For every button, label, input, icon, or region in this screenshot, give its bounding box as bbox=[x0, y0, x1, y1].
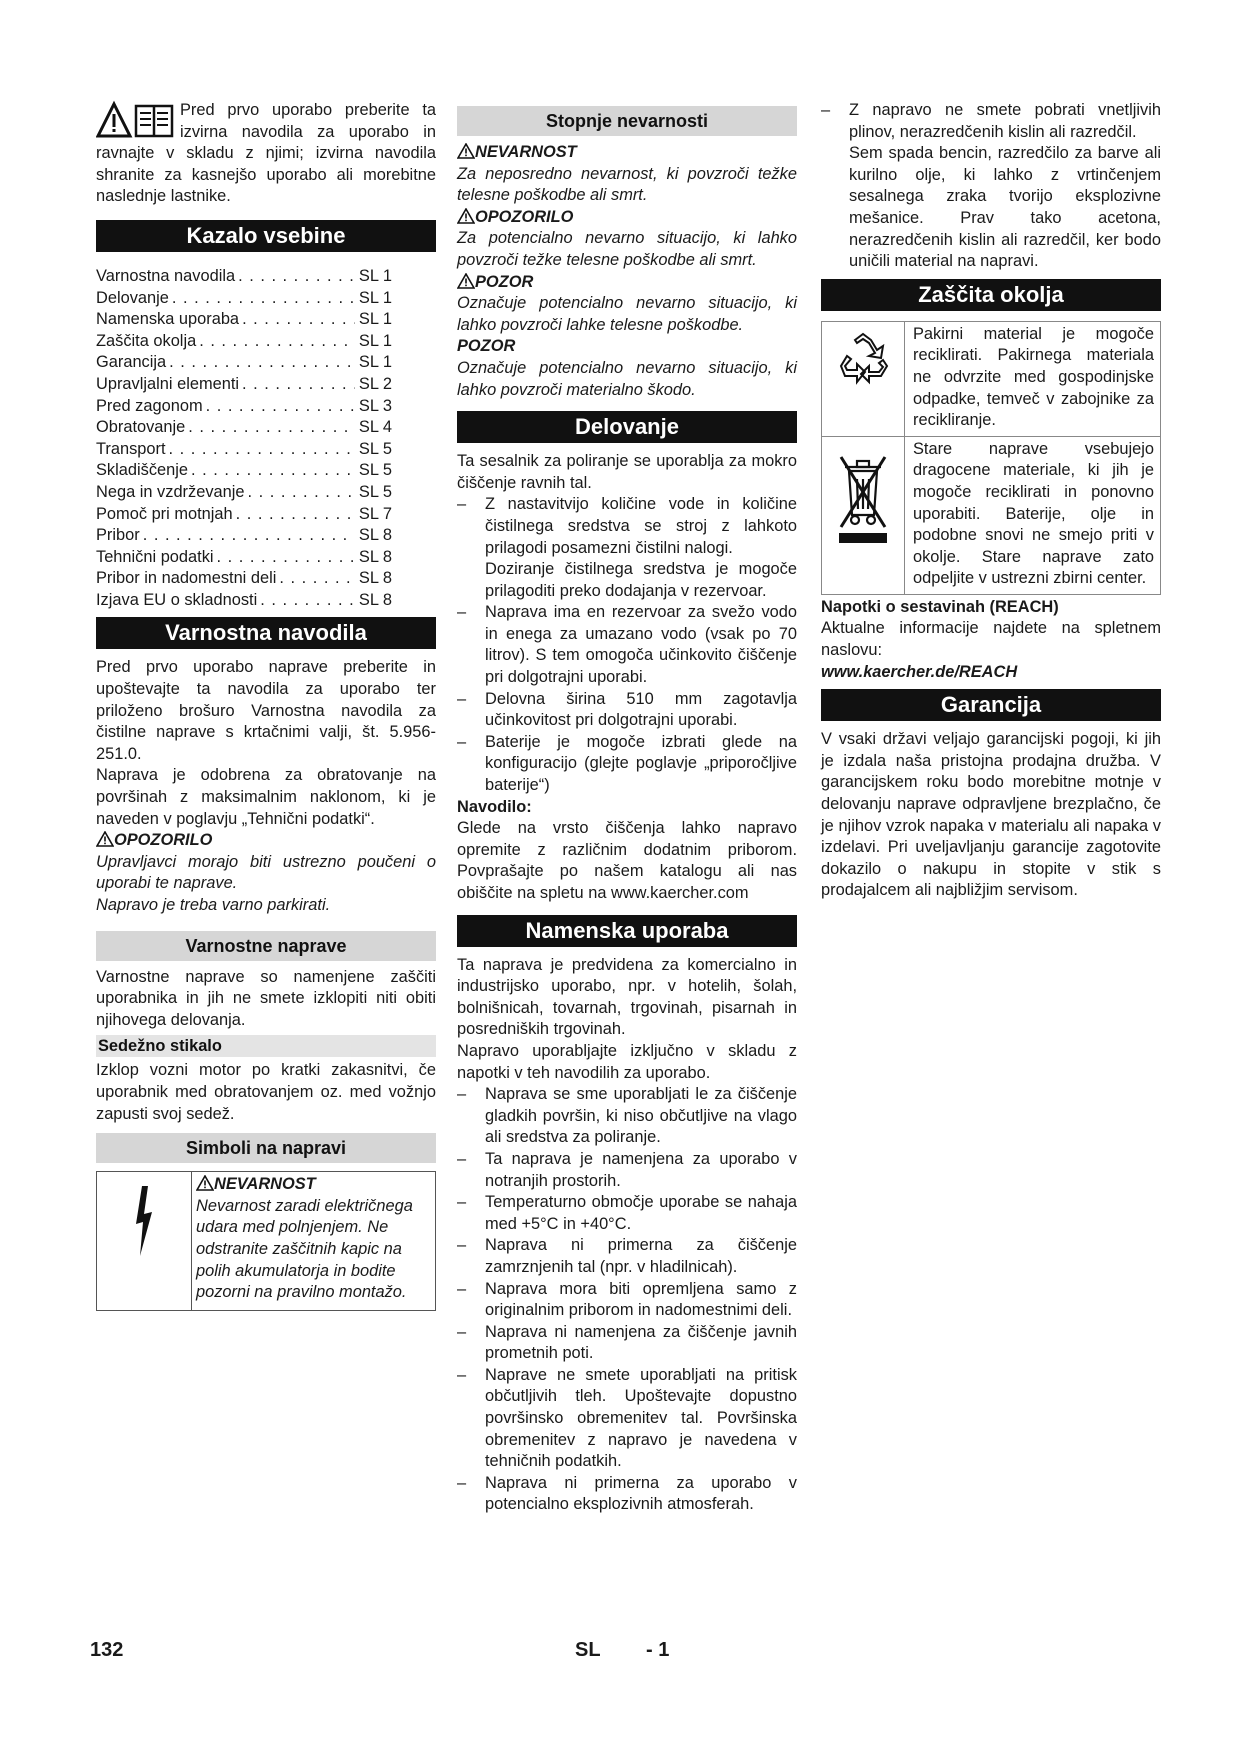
recycle-icon bbox=[835, 332, 891, 392]
crossed-bin-icon bbox=[835, 447, 891, 547]
toc-item-dots bbox=[188, 460, 355, 482]
toc-item[interactable] bbox=[96, 525, 436, 547]
toc-item-dots bbox=[245, 482, 355, 504]
seat-switch-heading: Sedežno stikalo bbox=[96, 1035, 436, 1057]
danger-level-label: OPOZORILO bbox=[475, 207, 574, 226]
safety-devices-heading: Varnostne naprave bbox=[96, 931, 436, 961]
intended-use-paragraph-1: Ta naprava je predvidena za komercialno in industrijsko uporabo, npr. v hotelih, šolah, bolnišnicah, tovarnah, trgovinah, pisarnah in posredniških trgovinah. bbox=[457, 955, 797, 1039]
operation-item-2: – Naprava ima en rezervoar za svežo vodo in enega za umazano vodo (vsak po 70 litrov). S tem omogoča učinkovito čiščenje pri dolgotrajni uporabi. bbox=[457, 603, 797, 687]
safety-paragraph-1: Pred prvo uporabo naprave preberite in upoštevajte ta navodila za uporabo ter priloženo brošuro Varnostna navodila za čistilne naprave s krtačnimi valji, št. 5.956-251.0. bbox=[96, 658, 436, 763]
intended-use-item-continued: – Z napravo ne smete pobrati vnetljivih plinov, nerazredčenih kislin ali razredčil. bbox=[821, 101, 1161, 141]
toc-item[interactable] bbox=[96, 396, 436, 418]
toc-item-dots bbox=[214, 547, 355, 569]
toc-item-label: Pribor bbox=[96, 526, 140, 545]
toc-item-page: SL 4 bbox=[358, 418, 392, 437]
toc-item-page: SL 2 bbox=[358, 374, 392, 393]
intended-use-item: – Naprava ni namenjena za čiščenje javnih prometnih poti. bbox=[457, 1322, 797, 1363]
intended-use-heading: Namenska uporaba bbox=[457, 915, 797, 947]
danger-level-label: NEVARNOST bbox=[475, 143, 577, 161]
symbols-table bbox=[96, 1171, 436, 1311]
toc-item[interactable] bbox=[96, 331, 436, 353]
warning-triangle-icon bbox=[457, 273, 475, 289]
environment-weee-icon-cell bbox=[822, 437, 905, 594]
toc-item[interactable] bbox=[96, 439, 436, 461]
toc-item-dots bbox=[235, 266, 355, 288]
toc-item-page: SL 5 bbox=[358, 482, 392, 501]
toc-item-label: Zaščita okolja bbox=[96, 331, 197, 350]
safety-devices-text: Varnostne naprave so namenjene zaščiti uporabnika in jih ne smete izklopiti niti obiti njihovega delovanja. bbox=[96, 967, 436, 1029]
danger-levels-heading: Stopnje nevarnosti bbox=[457, 106, 797, 136]
danger-level-label: POZOR bbox=[457, 337, 516, 356]
safety-warning-heading bbox=[96, 830, 436, 852]
reach-url[interactable]: www.kaercher.de/REACH bbox=[821, 662, 1018, 681]
intended-use-item: – Ta naprava je namenjena za uporabo v notranjih prostorih. bbox=[457, 1149, 797, 1190]
toc-item-label: Transport bbox=[96, 439, 166, 458]
operation-item-3: – Delovna širina 510 mm zagotavlja učinkovitost pri dolgotrajni uporabi. bbox=[457, 689, 797, 730]
warning-triangle-icon bbox=[96, 831, 114, 847]
toc-item-label: Pred zagonom bbox=[96, 396, 203, 415]
safety-warning-line-2: Napravo je treba varno parkirati. bbox=[96, 896, 331, 914]
safety-heading: Varnostna navodila bbox=[96, 617, 436, 649]
symbols-icon-cell bbox=[97, 1172, 192, 1310]
toc-item-page: SL 8 bbox=[358, 526, 392, 545]
toc-item-label: Varnostna navodila bbox=[96, 266, 236, 285]
reach-text: Aktualne informacije najdete na spletnem naslovu: bbox=[821, 619, 1161, 660]
reach-heading: Napotki o sestavinah (REACH) bbox=[821, 597, 1059, 616]
toc-heading: Kazalo vsebine bbox=[96, 220, 436, 252]
column-middle bbox=[457, 100, 797, 1516]
toc-item-page: SL 1 bbox=[358, 310, 392, 329]
toc-item[interactable] bbox=[96, 590, 436, 612]
toc-item-page: SL 1 bbox=[358, 266, 392, 285]
toc-item-label: Namenska uporaba bbox=[96, 310, 240, 329]
environment-table bbox=[821, 321, 1161, 595]
symbol-danger-label: NEVARNOST bbox=[214, 1175, 316, 1194]
footer-page-number: 132 bbox=[90, 1639, 124, 1661]
toc-item-page: SL 1 bbox=[358, 353, 392, 372]
warning-triangle-icon bbox=[457, 208, 475, 224]
toc-item-page: SL 5 bbox=[358, 461, 392, 480]
operation-heading: Delovanje bbox=[457, 411, 797, 443]
toc-item[interactable] bbox=[96, 309, 436, 331]
toc-item[interactable] bbox=[96, 352, 436, 374]
toc-item-dots bbox=[196, 331, 355, 353]
toc-item-label: Delovanje bbox=[96, 288, 169, 307]
toc-item[interactable] bbox=[96, 568, 436, 590]
intended-use-item: – Temperaturno območje uporabe se nahaja med +5°C in +40°C. bbox=[457, 1193, 797, 1233]
operation-note-text: Glede na vrsto čiščenja lahko napravo opremite z različnim dodatnim priborom. Povprašajte po našem katalogu ali nas obiščite na spletu na www.kaercher.com bbox=[457, 819, 797, 902]
toc-item[interactable] bbox=[96, 547, 436, 569]
warranty-heading: Garancija bbox=[821, 689, 1161, 721]
lightning-bolt-icon bbox=[132, 1186, 156, 1256]
footer-language: SL bbox=[575, 1639, 601, 1661]
warning-triangle-icon bbox=[196, 1175, 214, 1191]
toc-item-dots bbox=[166, 439, 355, 461]
intended-use-item: – Naprava ni primerna za uporabo v potencialno eksplozivnih atmosferah. bbox=[457, 1473, 797, 1514]
toc-item-dots bbox=[140, 525, 355, 547]
toc-item-dots bbox=[185, 417, 355, 439]
operation-item-4: – Baterije je mogoče izbrati glede na konfiguracijo (glejte poglavje „priporočljive baterije“) bbox=[457, 732, 797, 795]
toc-item-label: Upravljalni elementi bbox=[96, 374, 240, 393]
toc-item[interactable] bbox=[96, 417, 436, 439]
environment-row-weee bbox=[822, 436, 1160, 594]
toc-item-label: Pribor in nadomestni deli bbox=[96, 569, 277, 588]
toc-item[interactable] bbox=[96, 266, 436, 288]
toc-item-page: SL 8 bbox=[358, 547, 392, 566]
danger-level-heading bbox=[457, 272, 797, 294]
toc-item-label: Pomoč pri motnjah bbox=[96, 504, 233, 523]
environment-recycle-text-cell bbox=[905, 322, 1160, 436]
environment-recycle-icon-cell bbox=[822, 322, 905, 436]
warning-triangle-icon bbox=[457, 143, 475, 159]
intended-use-item: – Naprave ne smete uporabljati na pritisk občutljivih tleh. Upoštevajte dopustno površinsko obremenitev tal. Površinska obremenitev z napravo je navedena v tehničnih podatkih. bbox=[457, 1365, 797, 1471]
toc-list bbox=[96, 266, 436, 612]
toc-item-dots bbox=[239, 374, 355, 396]
intended-use-item: – Naprava se sme uporabljati le za čiščenje gladkih površin, ki niso občutljive na vlago ali sredstva za poliranje. bbox=[457, 1085, 797, 1147]
toc-item[interactable] bbox=[96, 504, 436, 526]
intro-icons bbox=[96, 100, 176, 140]
danger-level-label: POZOR bbox=[475, 272, 534, 291]
intended-use-item: – Naprava mora biti opremljena samo z originalnim priborom in nadomestnimi deli. bbox=[457, 1279, 797, 1320]
toc-item-label: Skladiščenje bbox=[96, 461, 189, 480]
column-left bbox=[96, 100, 436, 1311]
toc-item[interactable] bbox=[96, 374, 436, 396]
operation-item-1-extra: Doziranje čistilnega sredstva je mogoče prilagoditi preko dodajanja v rezervoar. bbox=[485, 560, 797, 600]
symbols-heading: Simboli na napravi bbox=[96, 1133, 436, 1163]
danger-level-heading bbox=[457, 207, 797, 229]
intended-use-item-continued-extra: Sem spada bencin, razredčilo za barve ali kurilno olje, ki lahko z vrtinčenjem sesalnega zraka tvorijo eksplozivne mešanice. Prav tako acetona, nerazredčenih kislin ali razredčil, ker bodo uničili material na napravi. bbox=[849, 144, 1161, 271]
toc-item[interactable] bbox=[96, 460, 436, 482]
symbol-danger-text: Nevarnost zaradi električnega udara med polnjenjem. Ne odstranite zaščitnih kapic na polih akumulatorja in bodite pozorni na pravilno montažo. bbox=[196, 1196, 413, 1302]
toc-item-page: SL 5 bbox=[358, 439, 392, 458]
warning-triangle-icon bbox=[96, 100, 176, 140]
intended-use-list bbox=[457, 1084, 797, 1516]
toc-item-page: SL 7 bbox=[358, 504, 392, 523]
operation-note-label: Navodilo: bbox=[457, 797, 532, 816]
toc-item-dots bbox=[233, 504, 355, 526]
warranty-text: V vsaki državi veljajo garancijski pogoji, ki jih je izdala naša pristojna prodajna družba. V garancijskem roku bodo morebitne motnje v delovanju naprave odpravljene brezplačno, če je njihov vzrok napaka v materialu ali napaka v izdelavi. Pri uveljavljanju garancije zagotovite dokazilo o nakupu in stopite v stik s prodajalcem ali najbližjim servisom. bbox=[821, 730, 1161, 900]
safety-paragraph-2: Naprava je odobrena za obratovanje na površinah z maksimalnim naklonom, ki je naveden v poglavju „Tehnični podatki“. bbox=[96, 766, 436, 828]
toc-item-label: Izjava EU o skladnosti bbox=[96, 590, 258, 609]
toc-item-label: Garancija bbox=[96, 353, 167, 372]
symbols-text-cell bbox=[192, 1172, 435, 1310]
toc-item-dots bbox=[239, 309, 355, 331]
intro-text: Pred prvo uporabo preberite ta izvirna navodila za uporabo in ravnajte v skladu z njimi; izvirna navodila shranite za kasnejšo uporabo ali morebitne naslednje lastnike. bbox=[96, 101, 436, 206]
open-book-icon bbox=[136, 106, 172, 136]
toc-item-page: SL 3 bbox=[358, 396, 392, 415]
toc-item-label: Tehnični podatki bbox=[96, 547, 214, 566]
toc-item[interactable] bbox=[96, 288, 436, 310]
environment-recycle-text: Pakirni material je mogoče reciklirati. Pakirnega materiala ne odvrzite med gospodinjske odpadke, temveč v zabojnike za recikliranje. bbox=[913, 324, 1154, 430]
intro-block bbox=[96, 100, 436, 208]
toc-item-page: SL 1 bbox=[358, 331, 392, 350]
toc-item-page: SL 8 bbox=[358, 590, 392, 609]
intended-use-paragraph-2: Napravo uporabljajte izključno v skladu z napotki v teh navodilih za uporabo. bbox=[457, 1041, 797, 1082]
toc-item-dots bbox=[203, 396, 355, 418]
toc-item-dots bbox=[169, 288, 355, 310]
environment-row-recycle bbox=[822, 322, 1160, 436]
operation-item-1: – Z nastavitvijo količine vode in količine čistilnega sredstva se stroj z lahkoto prilagodi posamezni čistilni nalogi. bbox=[457, 495, 797, 557]
footer-sub-page: - 1 bbox=[646, 1639, 670, 1661]
danger-level-heading bbox=[457, 142, 797, 164]
safety-warning-label: OPOZORILO bbox=[114, 831, 213, 850]
toc-item-label: Obratovanje bbox=[96, 418, 186, 437]
environment-weee-text: Stare naprave vsebujejo dragocene materiale, ki jih je mogoče reciklirati in ponovno uporabiti. Baterije, olje in podobne snovi ne smejo priti v okolje. Stare naprave zato odpeljite v ustrezni zbirni center. bbox=[913, 439, 1154, 588]
toc-item-page: SL 8 bbox=[358, 569, 392, 588]
safety-warning-line-1: Upravljavci morajo biti ustrezno poučeni o uporabi te naprave. bbox=[96, 852, 436, 893]
toc-item-dots bbox=[276, 568, 354, 590]
seat-switch-text: Izklop vozni motor po kratki zakasnitvi, če uporabnik med obratovanjem oz. med vožnjo zapusti svoj sedež. bbox=[96, 1061, 436, 1123]
danger-level-text: Za potencialno nevarno situacijo, ki lahko povzroči težke telesne poškodbe ali smrt. bbox=[457, 229, 797, 269]
intended-use-item: – Naprava ni primerna za čiščenje zamrznjenih tal (npr. v hladilnicah). bbox=[457, 1236, 797, 1276]
danger-level-heading bbox=[457, 336, 797, 358]
toc-item-label: Nega in vzdrževanje bbox=[96, 482, 245, 501]
toc-item-page: SL 1 bbox=[358, 288, 392, 307]
danger-level-text: Označuje potencialno nevarno situacijo, ki lahko povzroči materialno škodo. bbox=[457, 358, 797, 399]
environment-heading: Zaščita okolja bbox=[821, 279, 1161, 311]
column-right bbox=[821, 100, 1161, 902]
symbol-danger-heading bbox=[196, 1174, 431, 1196]
environment-weee-text-cell bbox=[905, 437, 1160, 594]
operation-intro: Ta sesalnik za poliranje se uporablja za mokro čiščenje ravnih tal. bbox=[457, 452, 797, 492]
danger-levels-list bbox=[457, 142, 797, 401]
toc-item[interactable] bbox=[96, 482, 436, 504]
danger-level-text: Označuje potencialno nevarno situacijo, ki lahko povzroči lahke telesne poškodbe. bbox=[457, 294, 797, 334]
toc-item-dots bbox=[166, 352, 355, 374]
danger-level-text: Za neposredno nevarnost, ki povzroči težke telesne poškodbe ali smrt. bbox=[457, 164, 797, 205]
toc-item-dots bbox=[257, 590, 355, 612]
